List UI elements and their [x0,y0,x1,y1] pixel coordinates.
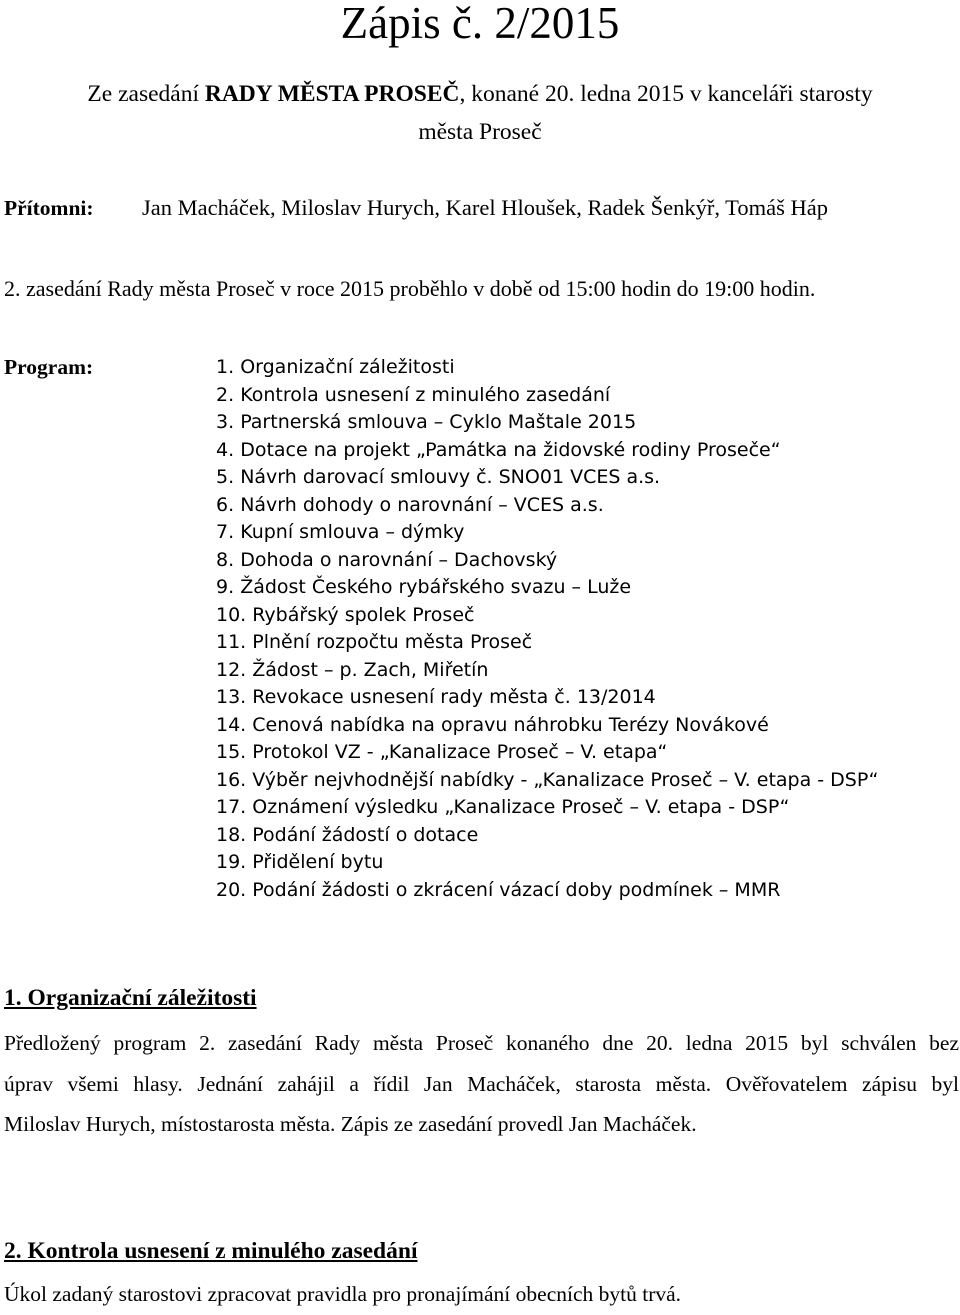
program-item [216,437,879,465]
program-item-text: Oznámení výsledku „Kanalizace Proseč – V. etapa - DSP“ [252,796,790,818]
program-item [216,409,879,437]
section-1-heading: 1. Organizační záležitosti [4,985,257,1011]
program-item [216,629,879,657]
program-item-number: 17. [216,796,247,818]
program-item [216,492,879,520]
program-item-text: Výběr nejvhodnější nabídky - „Kanalizace Proseč – V. etapa - DSP“ [252,768,879,791]
subtitle-prefix: Ze zasedání [87,81,205,107]
program-item-text: Návrh dohody o narovnání – VCES a.s. [240,493,604,516]
section-1-paragraph [4,1023,959,1145]
program-item [216,794,879,822]
program-item-text: Protokol VZ - „Kanalizace Proseč – V. etapa“ [252,741,668,763]
document-subtitle [0,75,960,151]
program-label: Program: [4,355,94,379]
subtitle-line2: města Proseč [418,119,542,145]
program-item [216,354,879,382]
program-list [216,354,879,904]
program-item-number: 2. [216,383,235,406]
program-item-text: Dotace na projekt „Památka na židovské rodiny Proseče“ [240,438,781,461]
program-item [216,849,879,877]
program-item-number: 12. [216,658,247,681]
program-item-text: Žádost Českého rybářského svazu – Luže [240,576,632,598]
program-item [216,602,879,630]
program-item-number: 13. [216,686,247,708]
program-item-text: Kupní smlouva – dýmky [240,521,465,543]
program-item-number: 5. [216,466,235,488]
program-item-text: Rybářský spolek Proseč [252,603,475,626]
program-item-number: 4. [216,438,235,461]
program-item-number: 19. [216,851,247,873]
program-item-text: Plnění rozpočtu města Proseč [252,631,533,653]
section-1-line-3: Miloslav Hurych, místostarosta města. Zápis ze zasedání provedl Jan Macháček. [4,1112,697,1136]
program-item-text: Organizační záležitosti [240,356,455,378]
section-2-paragraph [4,1274,959,1315]
program-item-number: 10. [216,603,247,626]
program-item [216,684,879,712]
program-item-text: Revokace usnesení rady města č. 13/2014 [252,686,656,708]
program-item-number: 16. [216,768,247,791]
program-item-text: Kontrola usnesení z minulého zasedání [240,383,611,406]
program-item [216,657,879,685]
program-item [216,547,879,575]
program-item [216,712,879,740]
program-item-text: Dohoda o narovnání – Dachovský [240,548,558,571]
section-1-line-1: Předložený program 2. zasedání Rady města Proseč konaného dne 20. ledna 2015 byl schválen bez [4,1031,959,1055]
program-item-number: 1. [216,356,235,378]
document-title: Zápis č. 2/2015 [340,0,620,48]
subtitle-suffix: , konané 20. ledna 2015 v kanceláři starosty [459,81,873,107]
meeting-time-info: 2. zasedání Rady města Proseč v roce 2015 proběhlo v době od 15:00 hodin do 19:00 hodin. [4,276,816,301]
program-item [216,767,879,795]
program-item-number: 7. [216,521,235,543]
program-item-number: 6. [216,493,235,516]
program-item-number: 8. [216,548,235,571]
program-item-number: 14. [216,713,247,736]
program-item-number: 15. [216,741,247,763]
program-item-number: 18. [216,823,247,846]
program-item-text: Partnerská smlouva – Cyklo Maštale 2015 [240,411,637,433]
subtitle-council-name: RADY MĚSTA PROSEČ [204,81,460,107]
program-item [216,739,879,767]
section-2-line-1: Úkol zadaný starostovi zpracovat pravidla pro pronajímání obecních bytů trvá. [4,1282,682,1306]
program-item-number: 9. [216,576,235,598]
program-item-text: Podání žádosti o zkrácení vázací doby podmínek – MMR [252,878,781,901]
present-label: Přítomni: [4,196,94,220]
program-item [216,382,879,410]
present-names: Jan Macháček, Miloslav Hurych, Karel Hloušek, Radek Šenkýř, Tomáš Háp [142,195,828,220]
section-2-heading: 2. Kontrola usnesení z minulého zasedání [4,1238,418,1264]
program-item [216,464,879,492]
program-item-number: 3. [216,411,235,433]
program-item-text: Podání žádostí o dotace [252,823,479,846]
program-item [216,519,879,547]
program-item-number: 20. [216,878,247,901]
program-item [216,822,879,850]
program-item [216,877,879,905]
program-item-text: Návrh darovací smlouvy č. SNO01 VCES a.s. [240,466,661,488]
program-item-text: Žádost – p. Zach, Miřetín [252,658,489,681]
program-item [216,574,879,602]
section-1-line-2: úprav všemi hlasy. Jednání zahájil a řídil Jan Macháček, starosta města. Ověřovatelem zápisu byl [4,1071,959,1096]
program-item-text: Přidělení bytu [252,851,384,873]
program-item-number: 11. [216,631,247,653]
program-item-text: Cenová nabídka na opravu náhrobku Terézy Novákové [252,713,769,736]
